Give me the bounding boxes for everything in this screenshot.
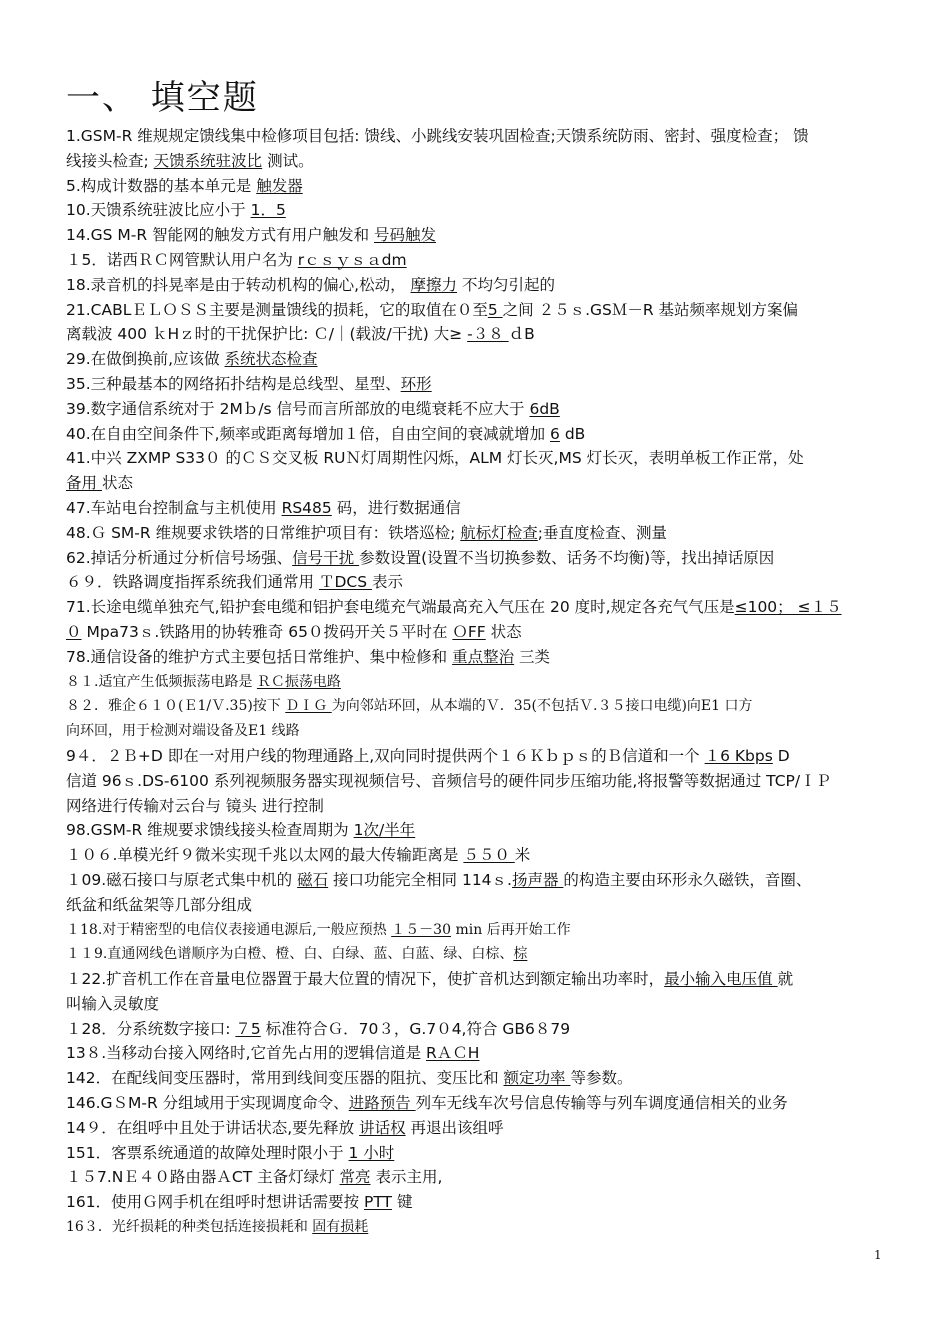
text-line <box>66 1215 886 1240</box>
line-text: dB <box>559 424 586 443</box>
line-text: 标准符合Ｇ．70３，G.7０4,符合 GB6８79 <box>260 1019 571 1038</box>
answer-blank: 触发器 <box>256 176 303 195</box>
answer-blank: 固有损耗 <box>312 1219 369 1236</box>
answer-blank: -３８ <box>467 325 509 344</box>
text-line <box>66 694 886 719</box>
line-text: 62.掉话分析通过分析信号场强、 <box>66 548 293 567</box>
line-text: 米 <box>514 846 531 865</box>
line-text: 78.通信设备的维护方式主要包括日常维护、集中检修和 <box>66 647 453 666</box>
answer-blank: RＡＣH <box>426 1044 480 1063</box>
line-text: 三类 <box>514 647 551 666</box>
line-text: 21.CABLＥＬＯＳＳ主要是测量馈线的损耗，它的取值在０至 <box>66 300 488 319</box>
text-line <box>66 967 886 992</box>
text-line <box>66 1190 886 1215</box>
line-text: ｄB <box>508 325 535 344</box>
line-text: 18.录音机的抖晃率是由于转动机构的偏心,松动， <box>66 275 411 294</box>
line-text: 等参数。 <box>570 1069 633 1088</box>
text-line <box>66 174 886 199</box>
line-text: 47.车站电台控制盒与主机使用 <box>66 498 282 517</box>
answer-blank: 天馈系统驻波比 <box>153 151 263 170</box>
answer-blank: 1次/半年 <box>353 821 416 840</box>
answer-blank: ０ <box>66 622 82 641</box>
text-line <box>66 1165 886 1190</box>
line-text: 状态 <box>485 622 522 641</box>
text-line <box>66 149 886 174</box>
line-text: 不均匀引起的 <box>457 275 555 294</box>
line-text: 向环回，用于检测对端设备及E1 线路 <box>66 723 300 740</box>
line-text: １５7.NＥ４０路由器ＡCT 主备灯绿灯 <box>66 1168 340 1187</box>
line-text: 40.在自由空间条件下,频率或距离每增加１倍，自由空间的衰减就增加 <box>66 424 551 443</box>
line-text: １22.扩音机工作在音量电位器置于最大位置的情况下，使扩音机达到额定输出功率时， <box>66 970 665 989</box>
line-text: 142．在配线间变压器时，常用到线间变压器的阻抗、变压比和 <box>66 1069 504 1088</box>
line-text: Mpa73ｓ.铁路用的协转雅奇 65０拨码开关５平时在 <box>81 622 453 641</box>
line-text: 14.GS M-R 智能网的触发方式有用户触发和 <box>66 226 375 245</box>
line-text: 表示主用, <box>370 1168 443 1187</box>
answer-blank: 系统状态检查 <box>224 350 318 369</box>
line-text: 叫输入灵敏度 <box>66 994 160 1013</box>
text-line <box>66 744 886 769</box>
line-text: 列车无线车次号信息传输等与列车调度通信相关的业务 <box>415 1094 788 1113</box>
line-text: 48.Ｇ SM-R 维规要求铁塔的日常维护项目有：铁塔巡检; <box>66 523 461 542</box>
line-text: １18.对于精密型的电信仪表接通电源后,一般应预热 <box>66 921 392 938</box>
text-line <box>66 471 886 496</box>
line-text: 146.GＳM-R 分组域用于实现调度命令、 <box>66 1094 349 1113</box>
line-text: 14９．在组呼中且处于讲话状态,要先释放 <box>66 1118 360 1137</box>
answer-blank: 1 小时 <box>348 1143 395 1162</box>
answer-blank: 扬声器 <box>511 870 564 889</box>
line-text: 1.GSM-R 维规规定馈线集中检修项目包括: 馈线、小跳线安装巩固检查;天馈系统防雨、密封、强度检查； 馈 <box>66 127 809 145</box>
answer-blank: 额定功率 <box>503 1069 571 1088</box>
line-text: D <box>772 746 790 765</box>
answer-blank: 航标灯检查 <box>460 523 538 542</box>
line-text: 161．使用Ｇ网手机在组呼时想讲话需要按 <box>66 1193 365 1212</box>
text-line <box>66 372 886 397</box>
text-line <box>66 1041 886 1066</box>
answer-blank: RS485 <box>281 498 332 517</box>
line-text: 接口功能完全相同 114ｓ. <box>328 870 512 889</box>
text-line <box>66 1116 886 1141</box>
text-line <box>66 992 886 1017</box>
line-text: １28．分系统数字接口: <box>66 1019 236 1038</box>
answer-blank: 磁石 <box>297 870 329 889</box>
text-line <box>66 422 886 447</box>
answer-blank: ５５０ <box>463 846 515 865</box>
answer-blank: 常亮 <box>339 1168 371 1187</box>
text-line <box>66 546 886 571</box>
line-text: 码，进行数据通信 <box>331 498 461 517</box>
answer-blank: 最小输入电压值 <box>664 970 778 989</box>
answer-blank: 重点整治 <box>452 647 515 666</box>
text-line <box>66 843 886 868</box>
line-text: 5.构成计数器的基本单元是 <box>66 176 257 195</box>
answer-blank: １５－30 <box>391 921 451 938</box>
line-text: 就 <box>777 970 794 989</box>
line-text: 98.GSM-R 维规要求馈线接头检查周期为 <box>66 821 354 840</box>
line-text: 13８.当移动台接入网络时,它首先占用的逻辑信道是 <box>66 1044 427 1063</box>
line-text: 之间 ２５ｓ.GSＭ－R 基站频率规划方案偏 <box>502 300 799 319</box>
text-line <box>66 893 886 918</box>
line-text: ;垂直度检查、测量 <box>537 523 667 542</box>
answer-blank: 号码触发 <box>374 226 437 245</box>
line-text: 35.三种最基本的网络拓扑结构是总线型、星型、 <box>66 374 401 393</box>
answer-blank: 6 <box>550 424 560 443</box>
text-line <box>66 769 886 794</box>
line-text: 41.中兴 ZXMP S33０ 的ＣＳ交叉板 RUＮ灯周期性闪烁，ALM 灯长灭,MS 灯长灭，表明单板工作正常，处 <box>66 449 804 468</box>
line-text: 的构造主要由环形永久磁铁，音圈、 <box>563 870 812 889</box>
text-line <box>66 496 886 521</box>
text-line <box>66 446 886 471</box>
line-text: 键 <box>392 1193 413 1212</box>
line-text: ８１.适宜产生低频振荡电路是 <box>66 673 257 690</box>
answer-blank: ＲＣ振荡电路 <box>256 673 341 690</box>
line-text: １5．诺西ＲＣ网管默认用户名为 <box>66 250 298 269</box>
answer-blank: 6dB <box>529 399 560 418</box>
text-line <box>66 1017 886 1042</box>
answer-blank: 信号干扰 <box>292 548 360 567</box>
text-line <box>66 273 886 298</box>
answer-blank: ≤100； ≤１５ <box>734 598 842 617</box>
text-line <box>66 198 886 223</box>
line-text: 再退出该组呼 <box>405 1118 504 1137</box>
answer-blank: 棕 <box>513 946 528 963</box>
line-text: 为向邻站环回，从本端的Ｖ．35(不包括Ｖ.３５接口电缆)向E1 口方 <box>331 698 753 715</box>
line-text: 参数设置(设置不当切换参数、话务不均衡)等，找出掉话原因 <box>359 548 775 567</box>
line-text: 纸盆和纸盆架等几部分组成 <box>66 895 253 914</box>
text-line <box>66 1141 886 1166</box>
text-line <box>66 124 886 149</box>
text-line <box>66 670 886 695</box>
line-text: １０６.单模光纤９微米实现千兆以太网的最大传输距离是 <box>66 846 464 865</box>
line-text: 测试。 <box>262 151 314 170</box>
text-line <box>66 347 886 372</box>
text-line <box>66 794 886 819</box>
text-line <box>66 1066 886 1091</box>
text-line <box>66 223 886 248</box>
answer-blank: rｃｓｙｓａdm <box>297 250 407 269</box>
line-text: 状态 <box>101 474 133 493</box>
text-line <box>66 645 886 670</box>
line-text: 线接头检查; <box>66 151 154 170</box>
text-line <box>66 868 886 893</box>
answer-blank: 备用 <box>66 474 102 493</box>
text-line <box>66 298 886 323</box>
line-text: ８２．雅企６１０(Ｅ1/Ｖ.35)按下 <box>66 698 286 715</box>
line-text: 网络进行传输对云台与 镜头 进行控制 <box>66 796 324 815</box>
line-text: 151．客票系统通道的故障处理时限小于 <box>66 1143 349 1162</box>
line-text: １１9.直通网线色谱顺序为白橙、橙、白、白绿、蓝、白蓝、绿、白棕、 <box>66 946 514 963</box>
text-line <box>66 521 886 546</box>
line-text: 9４．２Ｂ+D 即在一对用户线的物理通路上,双向同时提供两个１６Ｋｂｐｓ的Ｂ信道和一个 <box>66 746 705 765</box>
page-number: 1 <box>874 1248 882 1262</box>
answer-blank: ＤＩＧ <box>285 698 332 715</box>
question-list <box>66 124 886 1240</box>
line-text: １09.磁石接口与原老式集中机的 <box>66 870 298 889</box>
answer-blank: ７5 <box>235 1019 261 1038</box>
text-line <box>66 595 886 620</box>
line-text: 表示 <box>371 573 403 592</box>
answer-blank: 5 <box>487 300 503 319</box>
answer-blank: ＴDCS <box>318 573 372 592</box>
answer-blank: PTT <box>364 1193 393 1212</box>
answer-blank: 摩擦力 <box>410 275 458 294</box>
answer-blank: 讲话权 <box>359 1118 406 1137</box>
text-line <box>66 918 886 943</box>
text-line <box>66 397 886 422</box>
line-text: min 后再开始工作 <box>451 921 571 938</box>
text-line <box>66 248 886 273</box>
text-line <box>66 322 886 347</box>
text-line <box>66 942 886 967</box>
answer-blank: 1．5 <box>250 201 286 220</box>
answer-blank: １6 Kbps <box>704 746 773 765</box>
line-text: 71.长途电缆单独充气,铅护套电缆和铝护套电缆充气端最高充入气压在 20 度时,规定各充气气压是 <box>66 598 735 617</box>
text-line <box>66 719 886 744</box>
section-heading: 一、 填空题 <box>66 78 259 118</box>
text-line <box>66 620 886 645</box>
line-text: 16３．光纤损耗的种类包括连接损耗和 <box>66 1219 313 1236</box>
text-line <box>66 1091 886 1116</box>
line-text: ６９．铁路调度指挥系统我们通常用 <box>66 573 319 592</box>
answer-blank: 进路预告 <box>348 1094 416 1113</box>
answer-blank: ＯFF <box>452 622 486 641</box>
line-text: 10.天馈系统驻波比应小于 <box>66 201 251 220</box>
text-line <box>66 570 886 595</box>
line-text: 29.在做倒换前,应该做 <box>66 350 225 369</box>
line-text: 信道 96ｓ.DS-6100 系列视频服务器实现视频信号、音频信号的硬件同步压缩功能,将报警等数据通过 TCP/ＩＰ <box>66 771 832 790</box>
answer-blank: 环形 <box>400 374 432 393</box>
line-text: 39.数字通信系统对于 2Mｂ/s 信号而言所部放的电缆衰耗不应大于 <box>66 399 530 418</box>
text-line <box>66 818 886 843</box>
line-text: 离载波 400 ｋHｚ时的干扰保护比: Ｃ/｜(载波/干扰) 大≥ <box>66 325 468 344</box>
